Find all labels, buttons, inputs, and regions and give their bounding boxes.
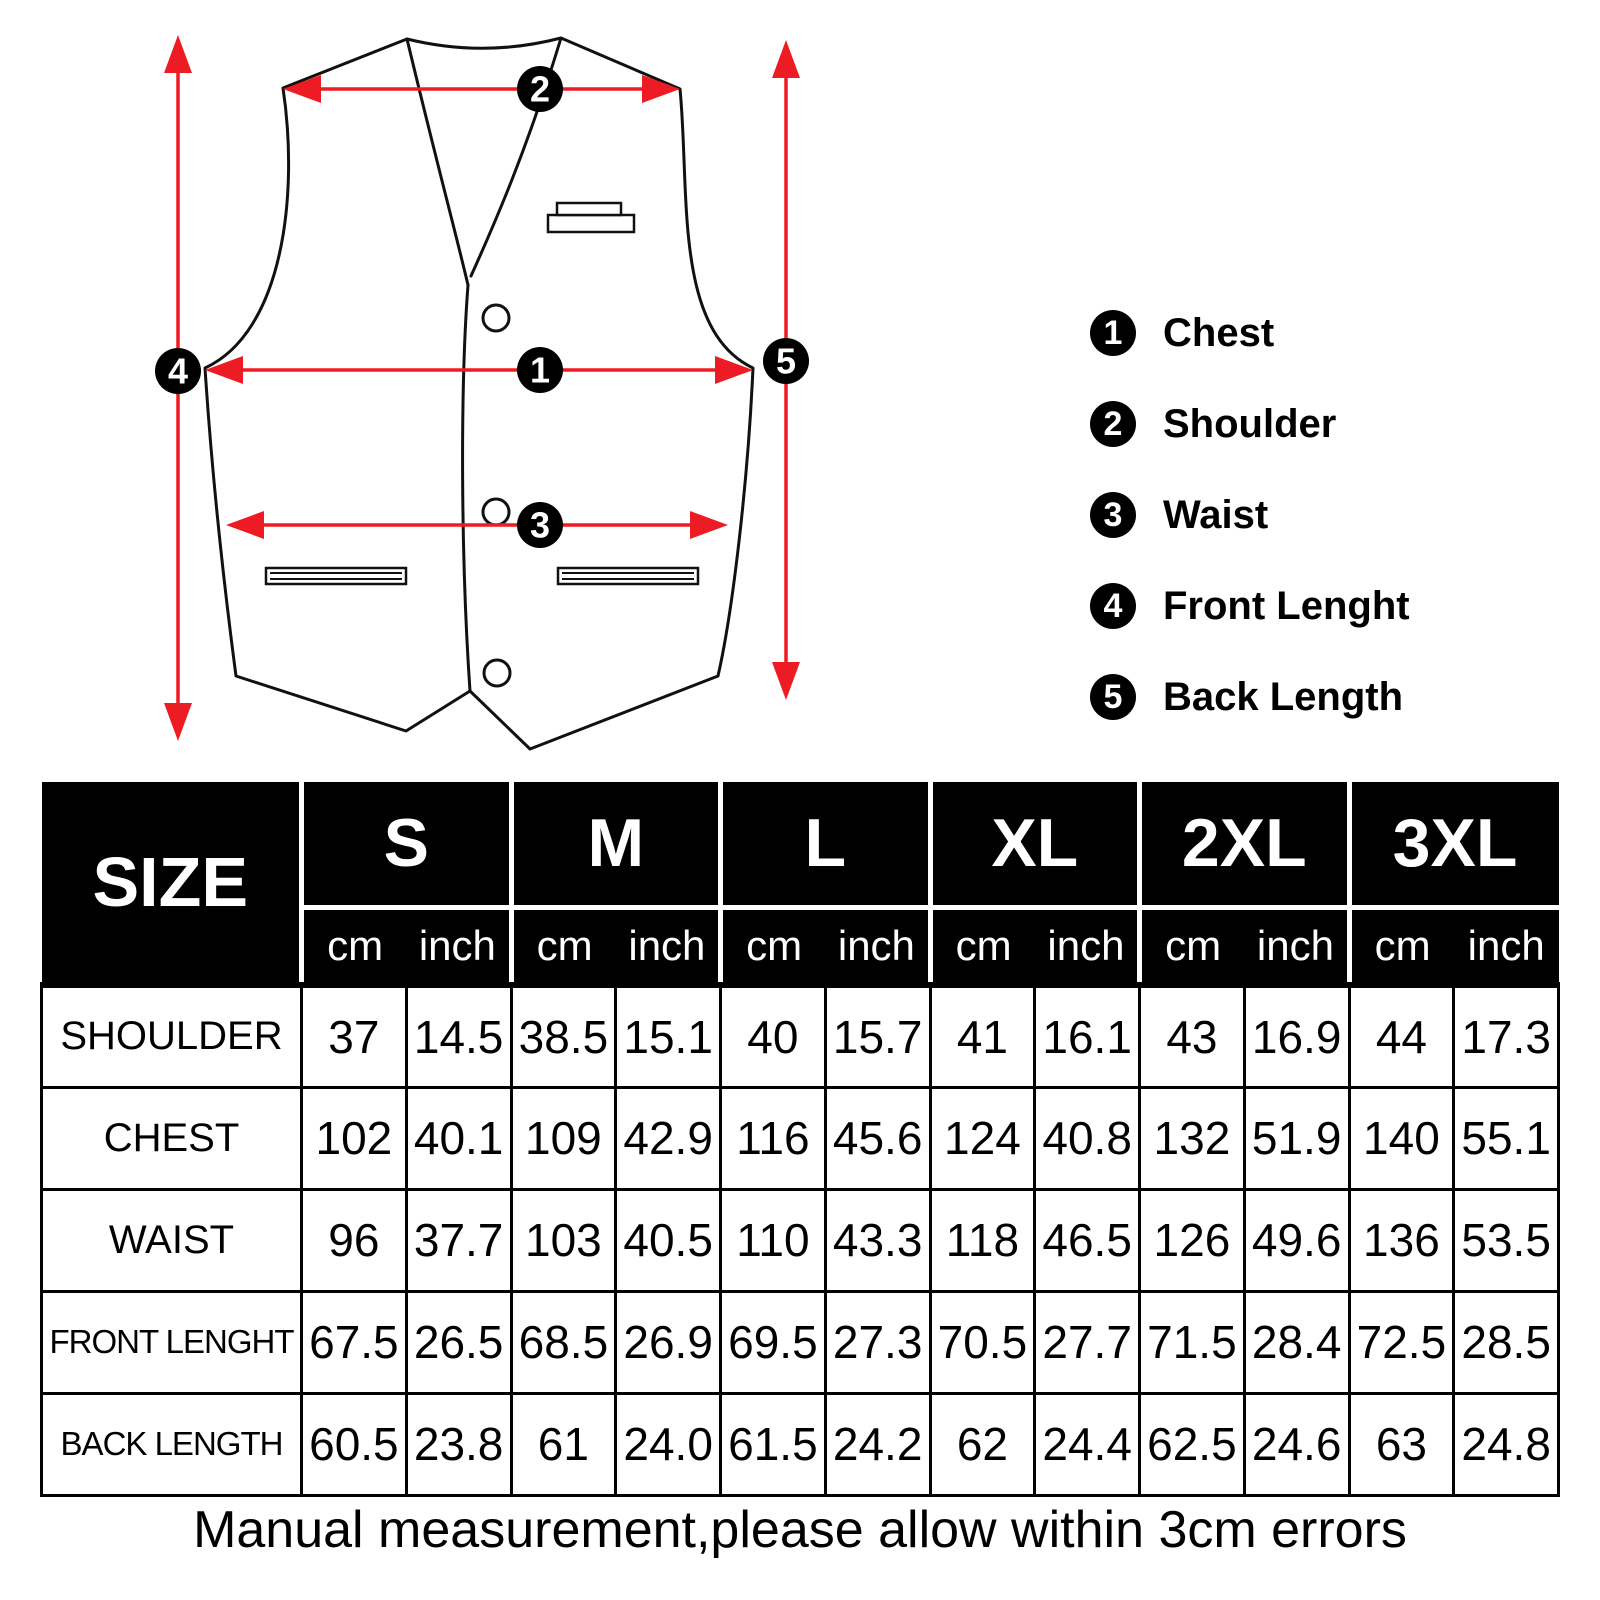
vest-measurement-diagram bbox=[0, 0, 1600, 770]
table-cell: 24.2 bbox=[825, 1393, 930, 1495]
svg-text:4: 4 bbox=[167, 350, 189, 392]
table-cell: 126 bbox=[1140, 1189, 1245, 1291]
table-cell: 55.1 bbox=[1454, 1087, 1559, 1189]
table-cell: 62.5 bbox=[1140, 1393, 1245, 1495]
table-cell: 28.5 bbox=[1454, 1291, 1559, 1393]
size-header-s: S bbox=[302, 782, 512, 907]
svg-text:1: 1 bbox=[529, 349, 551, 391]
measurement-legend bbox=[1090, 310, 1410, 720]
size-header-xl: XL bbox=[930, 782, 1140, 907]
arrowhead-down-icon bbox=[772, 662, 800, 700]
table-cell: 46.5 bbox=[1035, 1189, 1140, 1291]
table-cell: 96 bbox=[302, 1189, 407, 1291]
unit-header-inch: inch bbox=[616, 907, 721, 985]
row-label: BACK LENGTH bbox=[42, 1393, 302, 1495]
table-cell: 103 bbox=[511, 1189, 616, 1291]
svg-text:Chest: Chest bbox=[1163, 311, 1275, 355]
table-cell: 24.4 bbox=[1035, 1393, 1140, 1495]
right-waist-pocket bbox=[558, 568, 698, 584]
table-cell: 61 bbox=[511, 1393, 616, 1495]
table-row-waist bbox=[42, 1189, 1559, 1291]
legend-item-chest bbox=[1090, 310, 1274, 356]
callout-1-chest bbox=[517, 347, 563, 393]
unit-header-inch: inch bbox=[1035, 907, 1140, 985]
table-row-shoulder bbox=[42, 985, 1559, 1087]
unit-header-cm: cm bbox=[1140, 907, 1245, 985]
table-cell: 132 bbox=[1140, 1087, 1245, 1189]
table-cell: 60.5 bbox=[302, 1393, 407, 1495]
table-cell: 43.3 bbox=[825, 1189, 930, 1291]
table-cell: 37.7 bbox=[406, 1189, 511, 1291]
table-cell: 68.5 bbox=[511, 1291, 616, 1393]
size-chart-table bbox=[40, 782, 1560, 1497]
callout-3-waist bbox=[517, 502, 563, 548]
table-row-chest bbox=[42, 1087, 1559, 1189]
table-cell: 63 bbox=[1349, 1393, 1454, 1495]
legend-item-back-length bbox=[1090, 674, 1403, 720]
legend-item-waist bbox=[1090, 492, 1268, 538]
table-cell: 23.8 bbox=[406, 1393, 511, 1495]
row-label: WAIST bbox=[42, 1189, 302, 1291]
table-cell: 72.5 bbox=[1349, 1291, 1454, 1393]
table-cell: 26.9 bbox=[616, 1291, 721, 1393]
size-header-row bbox=[42, 782, 1559, 907]
table-cell: 15.1 bbox=[616, 985, 721, 1087]
unit-header-cm: cm bbox=[302, 907, 407, 985]
svg-text:5: 5 bbox=[1103, 678, 1123, 716]
table-cell: 17.3 bbox=[1454, 985, 1559, 1087]
table-cell: 69.5 bbox=[721, 1291, 826, 1393]
table-cell: 109 bbox=[511, 1087, 616, 1189]
table-cell: 61.5 bbox=[721, 1393, 826, 1495]
left-waist-pocket bbox=[266, 568, 406, 584]
measurement-disclaimer: Manual measurement,please allow within 3cm errors bbox=[193, 1501, 1407, 1559]
arrowhead-up-icon bbox=[164, 35, 192, 73]
table-cell: 44 bbox=[1349, 985, 1454, 1087]
chest-pocket-flap bbox=[557, 203, 621, 215]
arrowhead-up-icon bbox=[772, 40, 800, 78]
unit-header-inch: inch bbox=[1244, 907, 1349, 985]
table-cell: 40 bbox=[721, 985, 826, 1087]
table-cell: 40.8 bbox=[1035, 1087, 1140, 1189]
vest-drawing bbox=[205, 38, 753, 749]
svg-text:2: 2 bbox=[1103, 405, 1123, 443]
table-cell: 140 bbox=[1349, 1087, 1454, 1189]
table-cell: 40.1 bbox=[406, 1087, 511, 1189]
button-bottom bbox=[484, 660, 510, 686]
svg-text:3: 3 bbox=[1103, 496, 1123, 534]
table-cell: 24.6 bbox=[1244, 1393, 1349, 1495]
table-cell: 70.5 bbox=[930, 1291, 1035, 1393]
svg-text:2: 2 bbox=[529, 68, 551, 110]
legend-item-shoulder bbox=[1090, 401, 1336, 447]
svg-text:5: 5 bbox=[775, 340, 797, 382]
callout-5-back-length bbox=[763, 338, 809, 384]
table-cell: 27.7 bbox=[1035, 1291, 1140, 1393]
unit-header-cm: cm bbox=[1349, 907, 1454, 985]
table-cell: 42.9 bbox=[616, 1087, 721, 1189]
unit-header-cm: cm bbox=[511, 907, 616, 985]
table-cell: 49.6 bbox=[1244, 1189, 1349, 1291]
svg-text:1: 1 bbox=[1103, 314, 1123, 352]
table-cell: 28.4 bbox=[1244, 1291, 1349, 1393]
table-cell: 67.5 bbox=[302, 1291, 407, 1393]
unit-header-cm: cm bbox=[930, 907, 1035, 985]
row-label: FRONT LENGHT bbox=[42, 1291, 302, 1393]
table-cell: 24.0 bbox=[616, 1393, 721, 1495]
svg-text:3: 3 bbox=[529, 504, 551, 546]
table-cell: 16.9 bbox=[1244, 985, 1349, 1087]
table-cell: 14.5 bbox=[406, 985, 511, 1087]
corner-size-label: SIZE bbox=[42, 782, 302, 985]
svg-text:4: 4 bbox=[1103, 587, 1123, 625]
table-cell: 136 bbox=[1349, 1189, 1454, 1291]
callout-2-shoulder bbox=[517, 66, 563, 112]
table-cell: 43 bbox=[1140, 985, 1245, 1087]
row-label: CHEST bbox=[42, 1087, 302, 1189]
chest-pocket bbox=[548, 215, 634, 232]
table-cell: 16.1 bbox=[1035, 985, 1140, 1087]
table-cell: 15.7 bbox=[825, 985, 930, 1087]
table-cell: 41 bbox=[930, 985, 1035, 1087]
table-cell: 27.3 bbox=[825, 1291, 930, 1393]
unit-header-inch: inch bbox=[825, 907, 930, 985]
size-header-l: L bbox=[721, 782, 931, 907]
table-cell: 102 bbox=[302, 1087, 407, 1189]
table-cell: 37 bbox=[302, 985, 407, 1087]
table-cell: 26.5 bbox=[406, 1291, 511, 1393]
table-cell: 53.5 bbox=[1454, 1189, 1559, 1291]
svg-text:Back Length: Back Length bbox=[1163, 675, 1404, 719]
svg-text:Front Lenght: Front Lenght bbox=[1163, 584, 1410, 628]
table-cell: 116 bbox=[721, 1087, 826, 1189]
button-middle bbox=[483, 499, 509, 525]
arrowhead-down-icon bbox=[164, 703, 192, 741]
table-cell: 71.5 bbox=[1140, 1291, 1245, 1393]
unit-header-inch: inch bbox=[1454, 907, 1559, 985]
svg-text:Shoulder: Shoulder bbox=[1163, 402, 1337, 446]
table-cell: 24.8 bbox=[1454, 1393, 1559, 1495]
size-header-m: M bbox=[511, 782, 721, 907]
button-top bbox=[483, 305, 509, 331]
unit-header-cm: cm bbox=[721, 907, 826, 985]
table-cell: 124 bbox=[930, 1087, 1035, 1189]
table-cell: 110 bbox=[721, 1189, 826, 1291]
table-cell: 40.5 bbox=[616, 1189, 721, 1291]
vest-outline bbox=[205, 38, 753, 749]
table-cell: 118 bbox=[930, 1189, 1035, 1291]
size-header-2xl: 2XL bbox=[1140, 782, 1350, 907]
row-label: SHOULDER bbox=[42, 985, 302, 1087]
table-cell: 38.5 bbox=[511, 985, 616, 1087]
table-cell: 45.6 bbox=[825, 1087, 930, 1189]
legend-item-front-length bbox=[1090, 583, 1410, 629]
table-cell: 51.9 bbox=[1244, 1087, 1349, 1189]
table-row-front-length bbox=[42, 1291, 1559, 1393]
unit-header-inch: inch bbox=[406, 907, 511, 985]
size-header-3xl: 3XL bbox=[1349, 782, 1559, 907]
table-cell: 62 bbox=[930, 1393, 1035, 1495]
svg-text:Waist: Waist bbox=[1163, 493, 1269, 537]
table-row-back-length bbox=[42, 1393, 1559, 1495]
callout-4-front-length bbox=[155, 348, 201, 394]
